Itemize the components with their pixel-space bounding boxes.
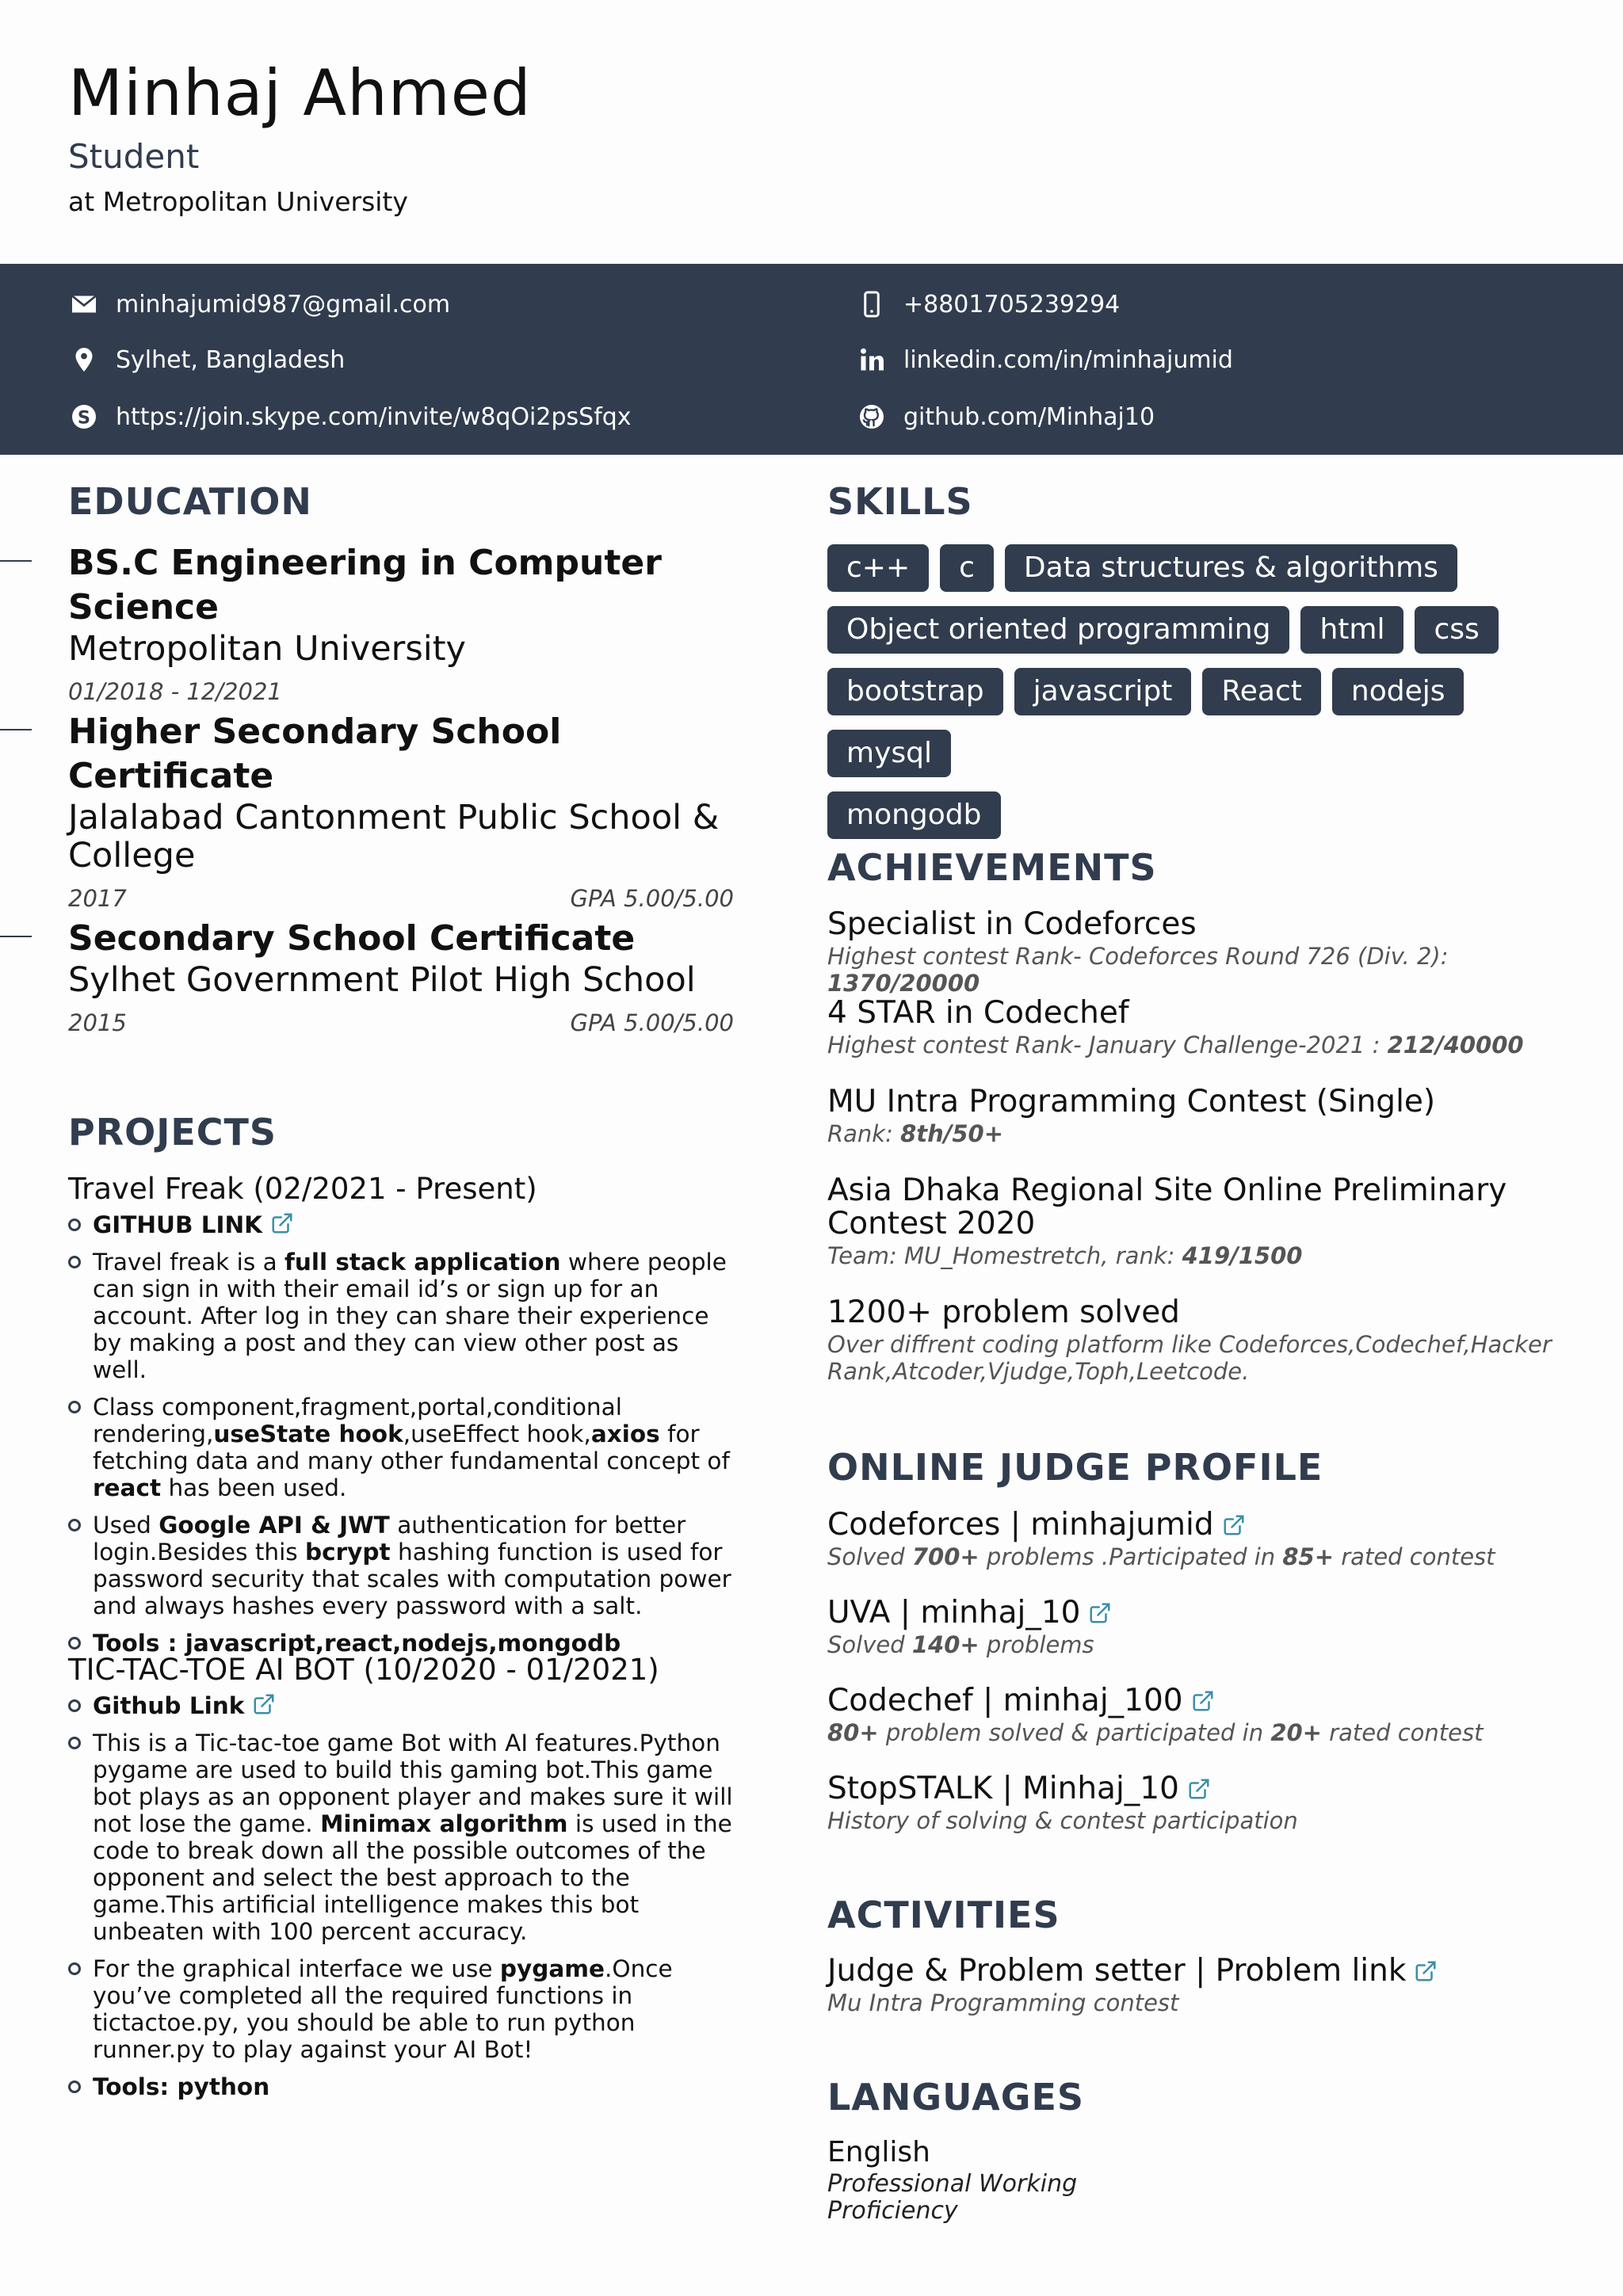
activity-item — [827, 1955, 1556, 2016]
achievement-detail: Team: MU_Homestretch, rank: 419/1500 — [827, 1242, 1303, 1269]
external-link-icon[interactable] — [1222, 1513, 1246, 1537]
timeline-tick — [0, 560, 32, 562]
language-name: English — [827, 2136, 930, 2168]
contact-github[interactable] — [856, 397, 1155, 437]
project-bullets — [68, 1211, 734, 1657]
github-text: github.com/Minhaj10 — [903, 402, 1155, 431]
project-link-item[interactable] — [68, 1692, 734, 1719]
achievement-item — [827, 1174, 1556, 1269]
timeline-tick — [0, 729, 32, 730]
skill-tag: c++ — [827, 544, 929, 592]
skill-tag: mongodb — [827, 791, 1001, 839]
judge-profile-detail: 80+ problem solved & participated in 20+ rated contest — [827, 1719, 1484, 1746]
external-link-icon[interactable] — [270, 1211, 294, 1235]
project-bullet: For the graphical interface we use pygame.Once you’ve completed all the required functions in tictactoe.py, you should be able to run python runner.py to play against your AI Bot! — [68, 1955, 734, 2063]
skill-tag: nodejs — [1332, 668, 1465, 715]
skill-tag: mysql — [827, 730, 951, 777]
judge-profile-detail: Solved 700+ problems .Participated in 85+ rated contest — [827, 1543, 1495, 1570]
achievement-detail: Over diffrent coding platform like Codeforces,Codechef,Hacker Rank,Atcoder,Vjudge,Toph,Leetcode. — [827, 1331, 1552, 1385]
project-link-item[interactable] — [68, 1211, 734, 1238]
phone-icon — [856, 288, 888, 320]
achievement-title: 1200+ problem solved — [827, 1295, 1180, 1330]
judge-profile-item — [827, 1596, 1556, 1658]
skill-tag: c — [940, 544, 994, 592]
contact-location — [68, 340, 345, 379]
achievements-heading: ACHIEVEMENTS — [827, 846, 1157, 889]
skill-tag: html — [1300, 606, 1403, 654]
achievement-detail: Highest contest Rank- Codeforces Round 726 (Div. 2): 1370/20000 — [827, 943, 1449, 997]
svg-text:S: S — [77, 407, 91, 429]
achievement-title: Specialist in Codeforces — [827, 906, 1197, 942]
skills-heading: SKILLS — [827, 480, 973, 523]
location-text: Sylhet, Bangladesh — [116, 345, 346, 374]
project-tools: Tools: python — [68, 2073, 734, 2100]
degree-title: BS.C Engineering in Computer Science — [68, 543, 662, 627]
project-bullet: Used Google API & JWT authentication for better login.Besides this bcrypt hashing function is used for password security that scales with computation power and always hashes every password with a salt. — [68, 1512, 734, 1619]
person-organization: at Metropolitan University — [68, 186, 408, 217]
person-name: Minhaj Ahmed — [68, 56, 532, 130]
education-heading: EDUCATION — [68, 480, 312, 523]
achievement-title: Asia Dhaka Regional Site Online Preliminary Contest 2020 — [827, 1173, 1507, 1241]
education-meta — [68, 883, 734, 914]
achievement-detail: Rank: 8th/50+ — [827, 1120, 1004, 1147]
judge-profile-title[interactable]: Codechef | minhaj_100 — [827, 1684, 1556, 1718]
education-gpa: GPA 5.00/5.00 — [570, 885, 734, 912]
judge-profile-item — [827, 1772, 1556, 1834]
skill-tag: bootstrap — [827, 668, 1003, 715]
resume-header — [68, 54, 532, 220]
linkedin-icon — [856, 344, 888, 376]
language-level: Professional Working Proficiency — [827, 2170, 1078, 2225]
judge-profile-title[interactable]: UVA | minhaj_10 — [827, 1596, 1556, 1630]
linkedin-text: linkedin.com/in/minhajumid — [903, 345, 1233, 374]
achievement-item — [827, 908, 1556, 997]
skill-tag: React — [1202, 668, 1321, 715]
skype-text: https://join.skype.com/invite/w8qOi2psSfqx — [116, 402, 632, 431]
achievement-item — [827, 997, 1556, 1058]
online-judge-heading: ONLINE JUDGE PROFILE — [827, 1446, 1323, 1489]
external-link-icon[interactable] — [1187, 1777, 1211, 1801]
project-bullets — [68, 1692, 734, 2100]
skill-tag: javascript — [1014, 668, 1192, 715]
school-name: Sylhet Government Pilot High School — [68, 960, 696, 1000]
education-entry — [68, 541, 734, 707]
achievement-title: 4 STAR in Codechef — [827, 995, 1129, 1031]
contact-linkedin[interactable] — [856, 340, 1233, 379]
education-entry — [68, 917, 734, 1039]
contact-skype[interactable] — [68, 397, 632, 437]
project-bullet: This is a Tic-tac-toe game Bot with AI features.Python pygame are used to build this gaming bot.This game bot plays as an opponent player and makes sure it will not lose the game. Minimax algorithm is used in the code to break down all the possible outcomes of the opponent and select the best approach to the game.This artificial intelligence makes this bot unbeaten with 100 percent accuracy. — [68, 1730, 734, 1945]
timeline-tick — [0, 936, 32, 937]
project-bullet: Travel freak is a full stack application where people can sign in with their email id’s or sign up for an account. After log in they can share their experience by making a post and they can view other post as well. — [68, 1249, 734, 1383]
education-entry — [68, 710, 734, 914]
judge-profile-detail: Solved 140+ problems — [827, 1631, 1094, 1658]
contact-phone[interactable] — [856, 284, 1120, 324]
education-meta — [68, 1007, 734, 1039]
achievement-item — [827, 1296, 1556, 1385]
github-link[interactable]: GITHUB LINK — [93, 1211, 263, 1238]
degree-title: Secondary School Certificate — [68, 918, 636, 959]
school-name: Jalalabad Cantonment Public School & College — [68, 798, 720, 875]
email-text: minhajumid987@gmail.com — [116, 290, 451, 318]
achievement-item — [827, 1085, 1556, 1147]
external-link-icon[interactable] — [252, 1692, 276, 1716]
contact-email[interactable] — [68, 284, 450, 324]
judge-profile-detail: History of solving & contest participation — [827, 1807, 1298, 1834]
skype-icon — [68, 401, 100, 433]
projects-heading: PROJECTS — [68, 1111, 277, 1154]
contact-bar — [0, 264, 1623, 455]
school-name: Metropolitan University — [68, 629, 466, 669]
skills-tag-list — [827, 544, 1556, 853]
skill-tag: Object oriented programming — [827, 606, 1289, 654]
project-tictactoe-bot — [68, 1651, 734, 2111]
judge-profile-item — [827, 1508, 1556, 1570]
education-gpa: GPA 5.00/5.00 — [570, 1009, 734, 1036]
education-meta — [68, 676, 734, 707]
achievement-title: MU Intra Programming Contest (Single) — [827, 1084, 1436, 1119]
project-tools: Tools : javascript,react,nodejs,mongodb — [68, 1630, 734, 1657]
project-title: Travel Freak (02/2021 - Present) — [68, 1172, 537, 1206]
project-title: TIC-TAC-TOE AI BOT (10/2020 - 01/2021) — [68, 1653, 659, 1687]
phone-text: +8801705239294 — [903, 290, 1121, 318]
education-dates: 01/2018 - 12/2021 — [68, 678, 282, 705]
activity-detail: Mu Intra Programming contest — [827, 1989, 1179, 2016]
map-pin-icon — [68, 344, 100, 376]
person-role: Student — [68, 137, 200, 176]
github-link[interactable]: Github Link — [93, 1692, 245, 1719]
achievement-detail: Highest contest Rank- January Challenge-2021 : 212/40000 — [827, 1032, 1524, 1058]
project-bullet: Class component,fragment,portal,conditional rendering,useState hook,useEffect hook,axios for fetching data and many other fundamental concept of react has been used. — [68, 1394, 734, 1501]
github-icon — [856, 401, 888, 433]
judge-profile-title[interactable]: Codeforces | minhajumid — [827, 1508, 1556, 1542]
education-dates: 2017 — [68, 885, 127, 912]
judge-profile-title[interactable]: StopSTALK | Minhaj_10 — [827, 1772, 1556, 1806]
external-link-icon[interactable] — [1414, 1959, 1438, 1983]
skill-tag: Data structures & algorithms — [1005, 544, 1457, 592]
project-travel-freak — [68, 1170, 734, 1667]
degree-title: Higher Secondary School Certificate — [68, 711, 562, 796]
activities-heading: ACTIVITIES — [827, 1894, 1060, 1936]
language-item — [827, 2136, 1089, 2225]
external-link-icon[interactable] — [1191, 1689, 1215, 1713]
education-dates: 2015 — [68, 1009, 127, 1036]
activity-title[interactable]: Judge & Problem setter | Problem link — [827, 1955, 1556, 1988]
skill-tag: css — [1415, 606, 1498, 654]
external-link-icon[interactable] — [1088, 1601, 1112, 1625]
languages-heading: LANGUAGES — [827, 2076, 1085, 2119]
envelope-icon — [68, 288, 100, 320]
judge-profile-item — [827, 1684, 1556, 1746]
